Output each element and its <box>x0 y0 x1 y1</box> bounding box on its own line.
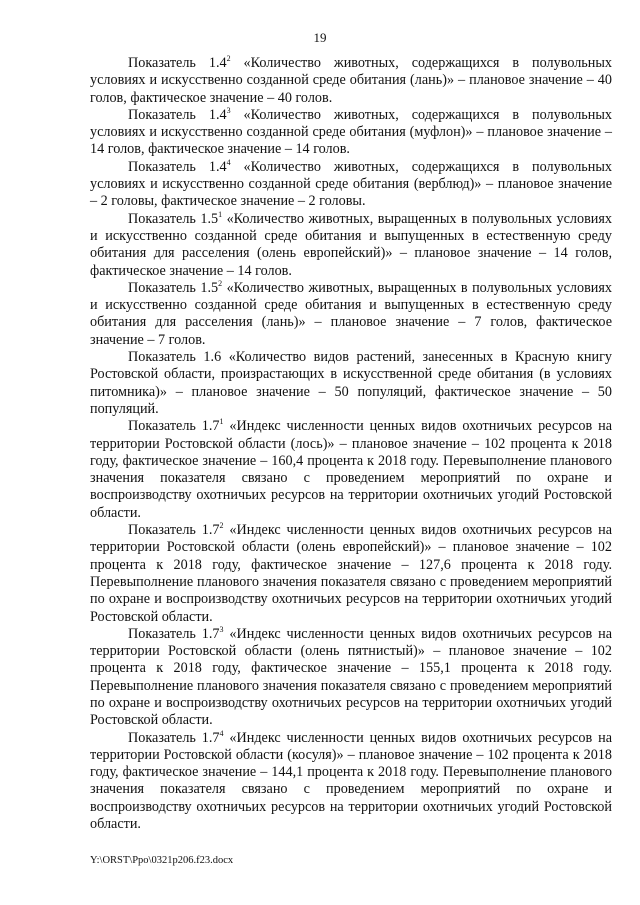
file-path-footer: Y:\ORST\Ppo\0321p206.f23.docx <box>90 855 234 866</box>
paragraph-indicator-1-7-2: Показатель $1.7^2$ «Индекс численности ценных видов охотничьих ресурсов на территории Ростовской области (олень европейский)» – плановое значение – 102 процента к 2018 году, фактическое значение – 127,6 процента к 2018 году. Перевыполнение планового значения показателя связано с проведением мероприятий по охране и воспроизводству охотничьих ресурсов на территории охотничьих угодий Ростовской области. <box>90 521 612 625</box>
paragraph-indicator-1-4-3: Показатель $1.4^3$ «Количество животных, содержащихся в полувольных условиях и искусственно созданной среде обитания (муфлон)» – плановое значение – 14 голов, фактическое значение – 14 голов. <box>90 105 612 158</box>
paragraph-indicator-1-7-3: Показатель $1.7^3$ «Индекс численности ценных видов охотничьих ресурсов на территории Ростовской области (олень пятнистый)» – плановое значение – 102 процента к 2018 году, фактическое значение – 155,1 процента к 2018 году. Перевыполнение планового значения показателя связано с проведением мероприятий по охране и воспроизводству охотничьих ресурсов на территории охотничьих угодий Ростовской области. <box>90 624 612 729</box>
document-body <box>90 55 612 833</box>
paragraph-indicator-1-6: Показатель 1.6 «Количество видов растений, занесенных в Красную книгу Ростовской области, произрастающих в искусственной среде обитания (в условиях питомника)» – плановое значение – 50 популяций, фактическое значение – 50 популяций. <box>90 349 612 417</box>
page-number: 19 <box>313 30 327 45</box>
paragraph-indicator-1-4-2: Показатель $1.4^2$ «Количество животных, содержащихся в полувольных условиях и искусственно созданной среде обитания (лань)» – плановое значение – 40 голов, фактическое значение – 40 голов. <box>90 54 612 106</box>
paragraph-indicator-1-5-1: Показатель $1.5^1$ «Количество животных, выращенных в полувольных условиях и искусственно созданной среде обитания и выпущенных в естественную среду обитания для расселения (олень европейский)» – плановое значение – 14 голов, фактическое значение – 14 голов. <box>90 209 612 279</box>
paragraph-indicator-1-7-1: Показатель $1.7^1$ «Индекс численности ценных видов охотничьих ресурсов на территории Ростовской области (лось)» – плановое значение – 102 процента к 2018 году, фактическое значение – 160,4 процента к 2018 году. Перевыполнение планового значения показателя связано с проведением мероприятий по охране и воспроизводству охотничьих ресурсов на территории охотничьих угодий Ростовской области. <box>90 417 612 521</box>
paragraph-indicator-1-7-4: Показатель $1.7^4$ «Индекс численности ценных видов охотничьих ресурсов на территории Ростовской области (косуля)» – плановое значение – 102 процента к 2018 году, фактическое значение – 144,1 процента к 2018 году. Перевыполнение планового значения показателя связано с проведением мероприятий по охране и воспроизводству охотничьих ресурсов на территории охотничьих угодий Ростовской области. <box>90 728 612 833</box>
paragraph-indicator-1-4-4: Показатель $1.4^4$ «Количество животных, содержащихся в полувольных условиях и искусственно созданной среде обитания (верблюд)» – плановое значение – 2 головы, фактическое значение – 2 головы. <box>90 157 612 210</box>
paragraph-indicator-1-5-2: Показатель $1.5^2$ «Количество животных, выращенных в полувольных условиях и искусственно созданной среде обитания и выпущенных в естественную среду обитания для расселения (лань)» – плановое значение – 7 голов, фактическое значение – 7 голов. <box>90 278 612 348</box>
